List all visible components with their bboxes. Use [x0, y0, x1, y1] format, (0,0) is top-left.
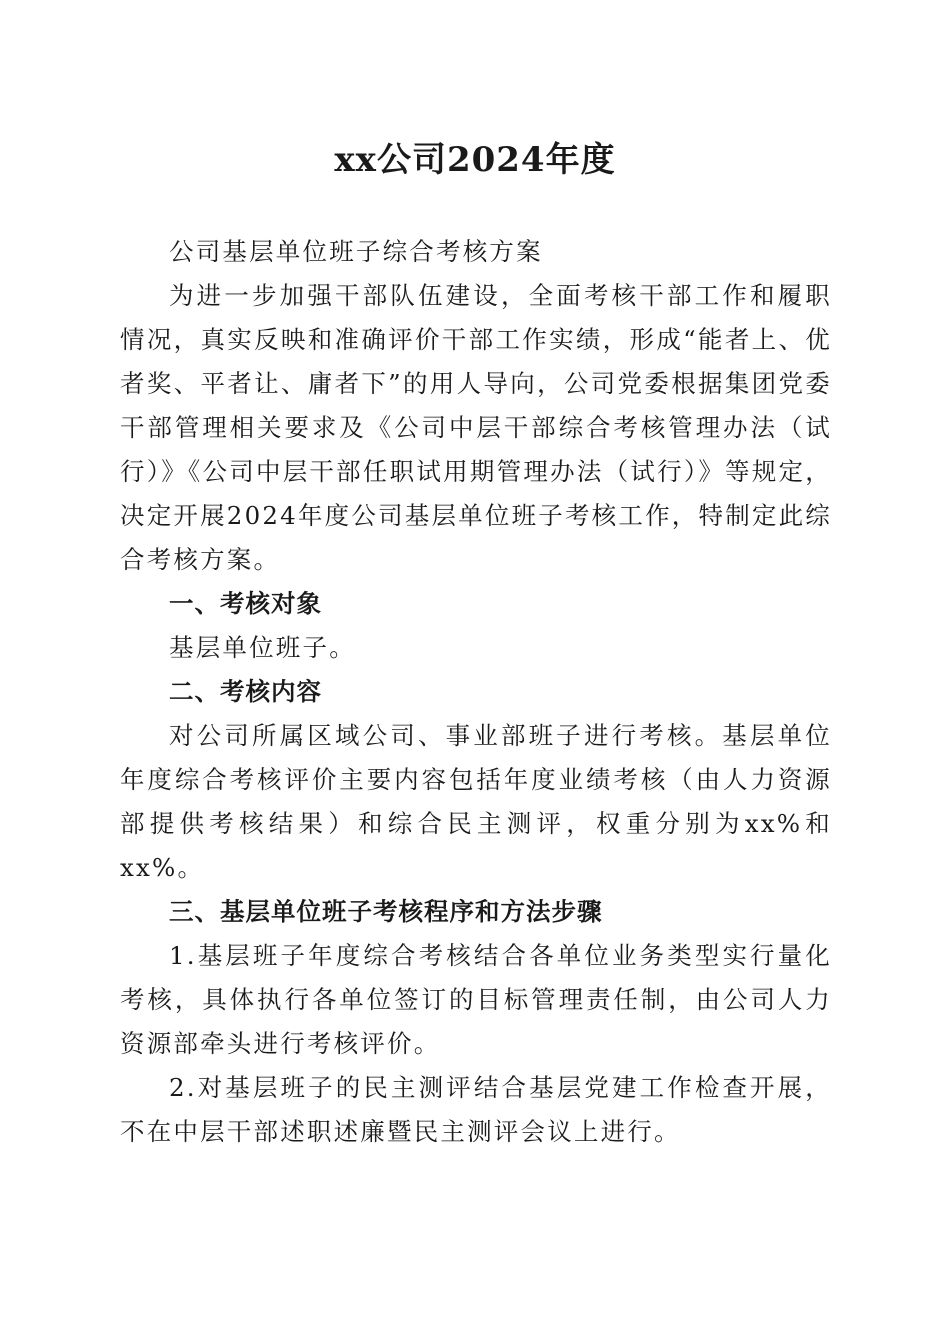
document-body — [120, 230, 832, 1154]
section-paragraph: 2.对基层班子的民主测评结合基层党建工作检查开展，不在中层干部述职述廉暨民主测评会议上进行。 — [120, 1073, 832, 1146]
section-paragraph: 对公司所属区域公司、事业部班子进行考核。基层单位年度综合考核评价主要内容包括年度业绩考核（由人力资源部提供考核结果）和综合民主测评，权重分别为xx%和xx%。 — [120, 721, 832, 882]
document-subtitle: 公司基层单位班子综合考核方案 — [169, 237, 543, 266]
section-heading-content: 二、考核内容 — [169, 677, 322, 706]
intro-paragraph: 为进一步加强干部队伍建设，全面考核干部工作和履职情况，真实反映和准确评价干部工作实绩，形成“能者上、优者奖、平者让、庸者下”的用人导向，公司党委根据集团党委干部管理相关要求及《公司中层干部综合考核管理办法（试行）》《公司中层干部任职试用期管理办法（试行）》等规定，决定开展2024年度公司基层单位班子考核工作，特制定此综合考核方案。 — [120, 281, 832, 574]
section-heading-procedure: 三、基层单位班子考核程序和方法步骤 — [169, 897, 603, 926]
section-paragraph: 1.基层班子年度综合考核结合各单位业务类型实行量化考核，具体执行各单位签订的目标管理责任制，由公司人力资源部牵头进行考核评价。 — [120, 941, 832, 1058]
document-title: xx公司2024年度 — [334, 140, 616, 180]
section-paragraph: 基层单位班子。 — [169, 633, 356, 662]
section-heading-targets: 一、考核对象 — [169, 589, 322, 618]
